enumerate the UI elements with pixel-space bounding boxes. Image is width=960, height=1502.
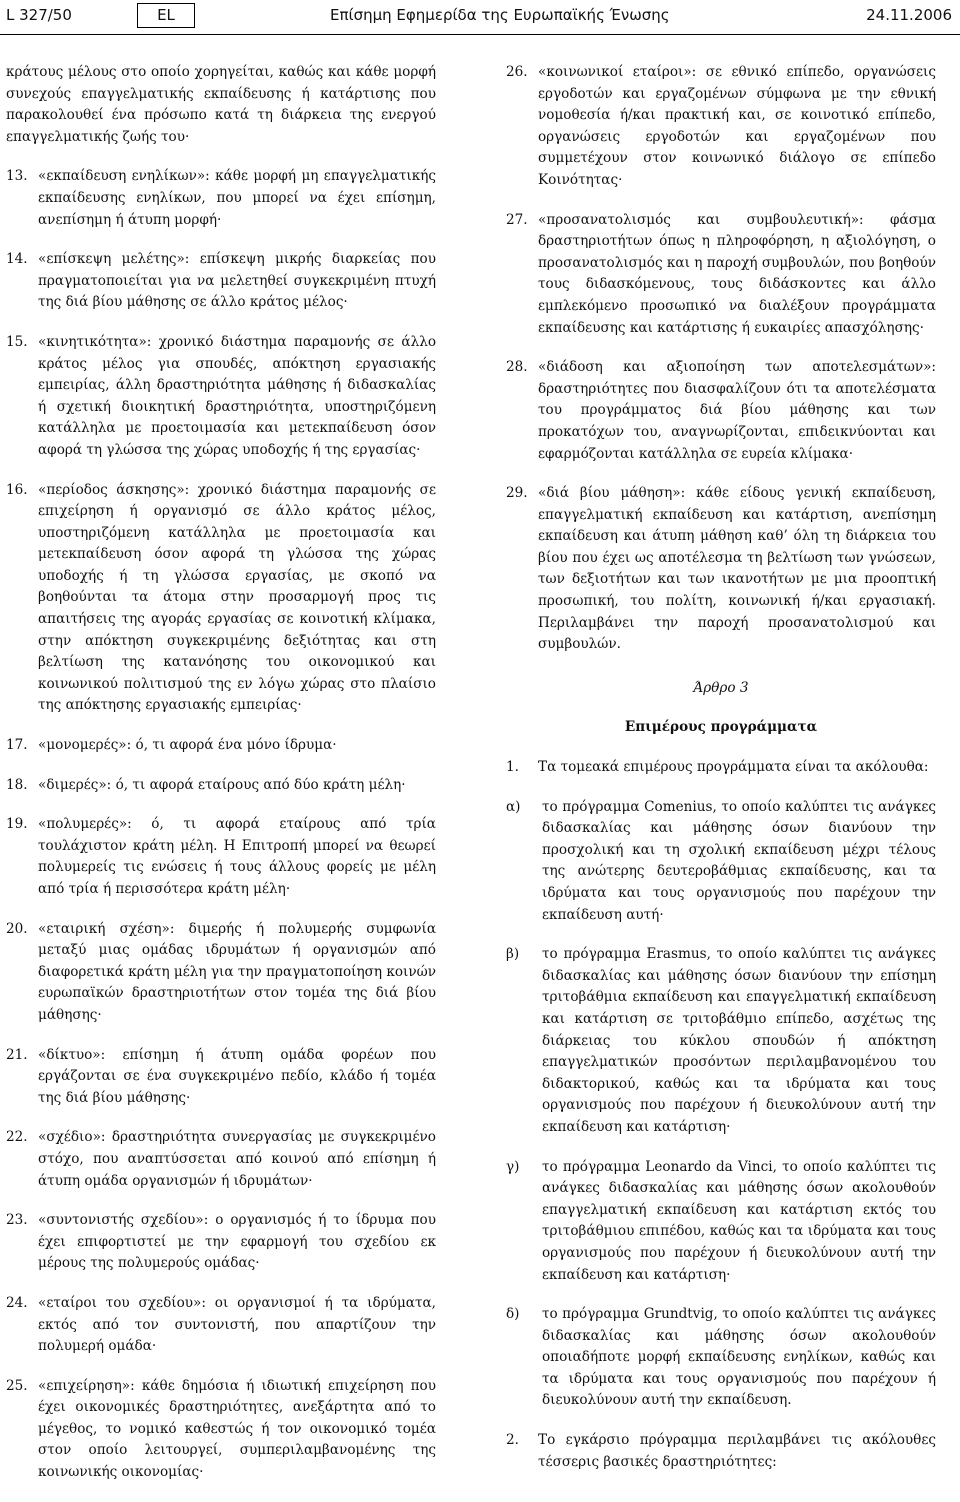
publication-date: 24.11.2006 (866, 6, 952, 24)
definition-item (506, 483, 936, 656)
item-text: «διμερές»: ό, τι αφορά εταίρους από δύο κράτη μέλη· (38, 776, 406, 793)
definition-item (6, 1210, 436, 1275)
paragraph-text: Το εγκάρσιο πρόγραμμα περιλαμβάνει τις ακόλουθες τέσσερις βασικές δραστηριότητες: (538, 1432, 936, 1470)
programme-item (506, 1157, 936, 1287)
item-text: το πρόγραμμα Leonardo da Vinci, το οποίο καλύπτει τις ανάγκες διδασκαλίας και μάθησης όσων ακολουθούν επαγγελματική εκπαίδευση και κατάρτιση εκτός του τριτοβάθμιου επιπέδου, καθώς και τα ιδρύματα και τους οργανισμούς που παρέχουν ή διευκολύνουν αυτή την εκπαίδευση και κατάρτιση· (542, 1158, 936, 1283)
definition-item (6, 775, 436, 797)
item-text: «εταιρική σχέση»: διμερής ή πολυμερής συμφωνία μεταξύ μιας ομάδας ιδρυμάτων ή οργανισμών από διαφορετικά κράτη μέλη για την πραγματοποίηση κοινών ευρωπαϊκών δραστηριοτήτων στον τομέα της διά βίου μάθησης· (38, 920, 437, 1023)
item-text: «διάδοση και αξιοποίηση των αποτελεσμάτων»: δραστηριότητες που διασφαλίζουν ότι τα αποτελέσματα του προγράμματος διά βίου μάθησης και των προκατόχων του, αναγνωρίζονται, επιδεικνύονται και εφαρμόζονται κατάλληλα σε ευρεία κλίμακα· (538, 359, 936, 462)
definition-item (6, 1376, 436, 1484)
item-text: «πολυμερές»: ό, τι αφορά εταίρους από τρία τουλάχιστον κράτη μέλη. Η Επιτροπή μπορεί να θεωρεί πολυμερείς τις ενώσεις ή τους άλλους φορείς με μέλη από τρία ή περισσότερα κράτη μέλη· (38, 816, 436, 897)
definition-item (506, 62, 936, 192)
page-reference: L 327/50 (6, 6, 72, 24)
item-number: 14. (6, 251, 28, 268)
item-text: «σχέδιο»: δραστηριότητα συνεργασίας με συγκεκριμένο στόχο, που αναπτύσσεται από κοινού από επίσημη ή άτυπη ομάδα οργανισμών ή ιδρυμάτων· (38, 1129, 436, 1189)
item-number: 18. (6, 776, 28, 793)
definition-item (6, 166, 436, 231)
programme-item (506, 944, 936, 1138)
item-number: 21. (6, 1046, 28, 1063)
article-paragraph (506, 757, 936, 779)
item-text: «διά βίου μάθηση»: κάθε είδους γενική εκπαίδευση, επαγγελματική εκπαίδευση και κατάρτιση, ανεπίσημη εκπαίδευση και άτυπη μάθηση καθ’ όλη τη διάρκεια του βίου που έχει ως αποτέλεσμα τη βελτίωση των γνώσεων, των δεξιοτήτων και των ικανοτήτων με μια προοπτική προσωπική, του πολίτη, κοινωνική ή/και εργασιακή. Περιλαμβάνει την παροχή προσανατολισμού και συμβουλών. (538, 485, 936, 653)
item-text: «μονομερές»: ό, τι αφορά ένα μόνο ίδρυμα· (38, 737, 337, 754)
item-number: 28. (506, 359, 528, 376)
article-paragraph (506, 1430, 936, 1473)
definition-item (6, 1293, 436, 1358)
item-text: «εκπαίδευση ενηλίκων»: κάθε μορφή μη επαγγελματικής εκπαίδευσης ενηλίκων, που μπορεί να έχει επίσημη, ανεπίσημη ή άτυπη μορφή· (38, 168, 436, 228)
item-number: 15. (6, 333, 28, 350)
definition-item (6, 332, 436, 462)
item-text: το πρόγραμμα Grundtvig, το οποίο καλύπτει τις ανάγκες διδασκαλίας και μάθησης όσων ακολουθούν οποιαδήποτε μορφή εκπαίδευσης ενηλίκων, καθώς και τα ιδρύματα και τους οργανισμούς που παρέχουν ή διευκολύνουν αυτή την εκπαίδευση. (542, 1306, 936, 1409)
paragraph-text: Τα τομεακά επιμέρους προγράμματα είναι τα ακόλουθα: (538, 759, 929, 776)
definition-item (6, 919, 436, 1027)
paragraph-number: 2. (506, 1432, 519, 1449)
continuation-paragraph: κράτους μέλους στο οποίο χορηγείται, καθώς και κάθε μορφή συνεχούς επαγγελματικής εκπαίδευσης ή κατάρτισης που παρακολουθεί ένα πρόσωπο κατά τη διάρκεια της ενεργού επαγγελματικής ζωής του· (6, 64, 436, 145)
item-number: 20. (6, 920, 28, 937)
item-text: «επιχείρηση»: κάθε δημόσια ή ιδιωτική επιχείρηση που έχει οικονομικές δραστηριότητες, ανεξάρτητα από το μέγεθος, το νομικό καθεστώς ή τον οικονομικό τομέα στον οποίο λειτουργεί, συμπεριλαμβανομένης της κοινωνικής οικονομίας· (38, 1377, 436, 1481)
journal-title: Επίσημη Εφημερίδα της Ευρωπαϊκής Ένωσης (330, 6, 670, 24)
definition-item (6, 814, 436, 900)
item-text: «εταίροι του σχεδίου»: οι οργανισμοί ή τα ιδρύματα, εκτός από τον συντονιστή, που απαρτίζουν την πολυμερή ομάδα· (38, 1294, 436, 1355)
language-badge: EL (137, 3, 195, 28)
item-number: 16. (6, 481, 28, 498)
item-number: 19. (6, 816, 28, 833)
item-text: «δίκτυο»: επίσημη ή άτυπη ομάδα φορέων που εργάζονται σε ένα συγκεκριμένο πεδίο, κλάδο ή τομέα της διά βίου μάθησης· (38, 1046, 436, 1106)
page-header (0, 0, 960, 35)
definition-item (506, 210, 936, 340)
item-number: 24. (6, 1294, 28, 1311)
item-number: 13. (6, 168, 28, 185)
programme-item (506, 1304, 936, 1412)
definition-item (6, 1127, 436, 1192)
item-text: «κινητικότητα»: χρονικό διάστημα παραμονής σε άλλο κράτος μέλος για σπουδές, απόκτηση εργασιακής εμπειρίας, άλλη δραστηριότητα μάθησης ή διδασκαλίας ή σχετική διοικητική δραστηριότητα, υποστηριζόμενη κατάλληλα με προετοιμασία και μετεκπαίδευση όσον αφορά τη γλώσσα της χώρας υποδοχής ή της εργασίας· (38, 333, 436, 458)
programme-item (506, 797, 936, 927)
item-letter: γ) (506, 1158, 520, 1175)
item-text: «προσανατολισμός και συμβουλευτική»: φάσμα δραστηριοτήτων όπως η πληροφόρηση, η αξιολόγηση, ο προσανατολισμός και η παροχή συμβουλών, που βοηθούν τους διδασκόμενους, τους διδάσκοντες και άλλο εμπλεκόμενο προσωπικό να διαλέξουν προγράμματα εκπαίδευσης και κατάρτισης ή ευκαιρίες απασχόλησης· (538, 211, 936, 336)
left-column (6, 62, 436, 1502)
definition-item (6, 1045, 436, 1110)
definition-item (506, 357, 936, 465)
item-text: «συντονιστής σχεδίου»: ο οργανισμός ή το ίδρυμα που έχει επιφορτιστεί με την εφαρμογή του σχεδίου εκ μέρους της πολυμερούς ομάδας· (38, 1212, 436, 1272)
article-title: Επιμέρους προγράμματα (624, 719, 818, 736)
definition-item (6, 480, 436, 718)
item-letter: α) (506, 798, 521, 815)
definition-item (6, 249, 436, 314)
definition-item (6, 735, 436, 757)
item-number: 17. (6, 737, 28, 754)
item-letter: δ) (506, 1306, 520, 1323)
item-text: το πρόγραμμα Erasmus, το οποίο καλύπτει τις ανάγκες διδασκαλίας και μάθησης όσων διανύουν την επίσημη τριτοβάθμια εκπαίδευση και επαγγελματική εκπαίδευση και κατάρτιση σε τριτοβάθμιο επίπεδο, ασχέτως της διάρκειας του κύκλου σπουδών ή απόκτηση επαγγελματικών προσόντων περιλαμβανομένου του διδακτορικού, καθώς και τα ιδρύματα και τους οργανισμούς που παρέχουν ή διευκολύνουν αυτή την εκπαίδευση και κατάρτιση· (542, 946, 936, 1135)
item-number: 22. (6, 1129, 28, 1146)
item-text: «κοινωνικοί εταίροι»: σε εθνικό επίπεδο, οργανώσεις εργοδοτών και εργαζομένων σύμφωνα με την εθνική νομοθεσία ή/και πρακτική και, σε κοινοτικό επίπεδο, οργανώσεις εργοδοτών και εργαζομένων που συμμετέχουν στον κοινωνικό διάλογο σε επίπεδο Κοινότητας· (538, 64, 936, 188)
paragraph-number: 1. (506, 759, 519, 776)
item-number: 27. (506, 211, 528, 228)
item-number: 25. (6, 1377, 28, 1394)
item-text: «επίσκεψη μελέτης»: επίσκεψη μικρής διαρκείας που πραγματοποιείται για να μελετηθεί συγκεκριμένη πτυχή της διά βίου μάθησης σε άλλο κράτος μέλος· (38, 251, 436, 311)
item-letter: β) (506, 946, 520, 963)
item-number: 26. (506, 64, 528, 80)
right-column (506, 62, 936, 1491)
item-text: το πρόγραμμα Comenius, το οποίο καλύπτει τις ανάγκες διδασκαλίας και μάθησης όσων διανύουν την προσχολική και τη σχολική εκπαίδευση μέχρι τέλους της ανώτερης δευτεροβάθμιας εκπαίδευσης, και τα ιδρύματα και τους οργανισμούς που παρέχουν την εκπαίδευση αυτή· (542, 798, 936, 923)
item-number: 23. (6, 1212, 28, 1229)
item-text: «περίοδος άσκησης»: χρονικό διάστημα παραμονής σε επιχείρηση ή οργανισμό σε άλλο κράτος μέλος, υποστηριζόμενη κατάλληλα με προετοιμασία και μετεκπαίδευση όσον αφορά τη γλώσσα της χώρας υποδοχής ή τη γλώσσα εργασίας, με σκοπό να βοηθούνται τα άτομα στην προσαρμογή προς τις απαιτήσεις της αγοράς εργασίας σε κοινοτική κλίμακα, στην απόκτηση συγκεκριμένης δεξιότητας και στη βελτίωση της κατανόησης του οικονομικού και κοινωνικού πολιτισμού της εν λόγω χώρας στο πλαίσιο της απόκτησης εργασιακής εμπειρίας· (38, 481, 436, 714)
item-number: 29. (506, 485, 528, 502)
article-number: Άρθρο 3 (693, 679, 749, 696)
